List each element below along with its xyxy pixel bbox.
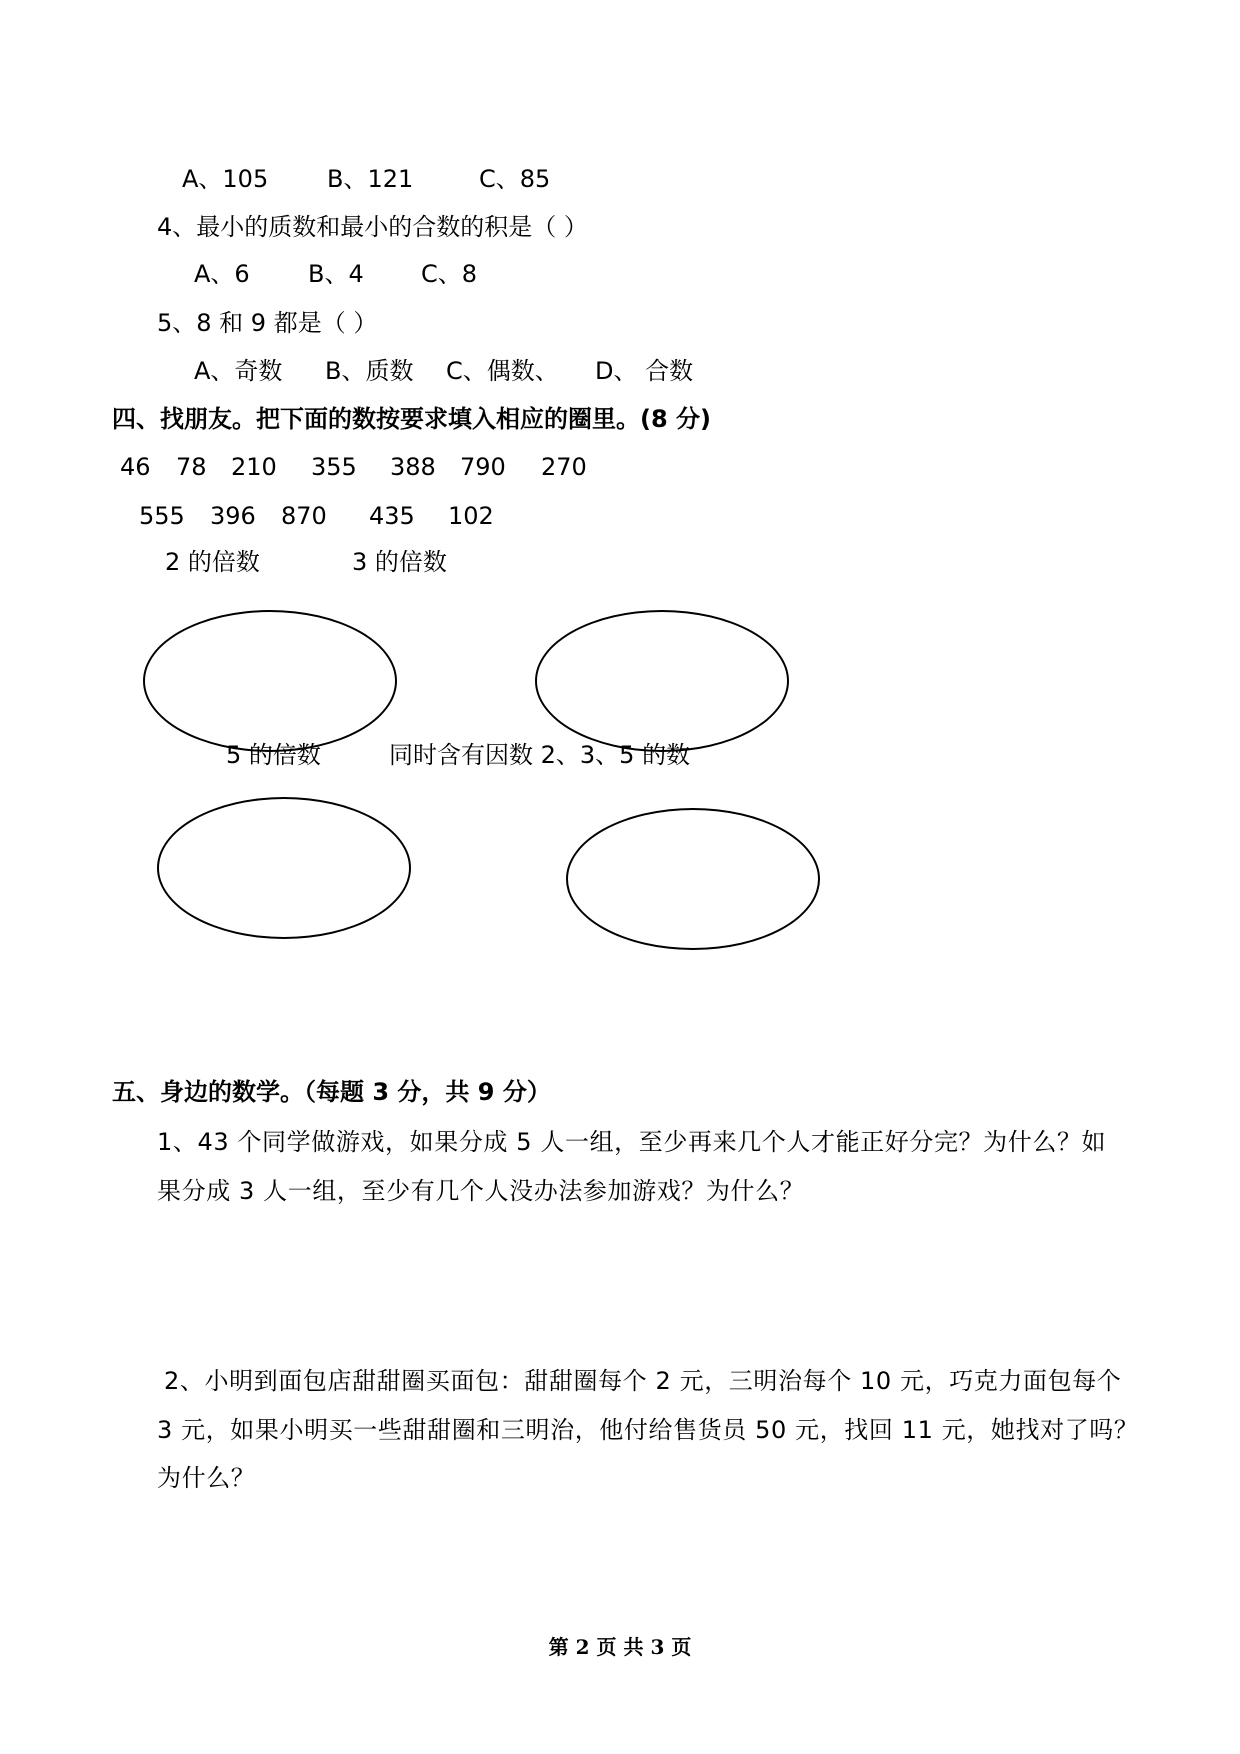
q2-line-2: 3 元，如果小明买一些甜甜圈和三明治，他付给售货员 50 元，找回 11 元，她找对了吗？ xyxy=(157,1416,1139,1444)
q5-option-a: A、奇数 xyxy=(194,357,283,385)
q4-text: 4、最小的质数和最小的合数的积是（ ） xyxy=(157,213,588,241)
number-item: 870 xyxy=(281,502,327,530)
circle-label-multiples-of-3: 3 的倍数 xyxy=(352,548,447,576)
q1-answer-area[interactable] xyxy=(157,1215,1117,1355)
q2-line-3: 为什么？ xyxy=(157,1464,256,1492)
number-item: 435 xyxy=(369,502,415,530)
number-item: 555 xyxy=(139,502,185,530)
page-indicator: 第 2 页 共 3 页 xyxy=(548,1635,692,1659)
section4-heading: 四、找朋友。把下面的数按要求填入相应的圈里。(8 分) xyxy=(112,405,711,433)
q4-option-b: B、4 xyxy=(308,260,364,288)
answer-circle-multiples-of-2[interactable] xyxy=(143,610,397,752)
q5-option-d: D、 合数 xyxy=(595,357,694,385)
answer-circle-multiples-of-3[interactable] xyxy=(535,610,789,752)
q3-option-a: A、105 xyxy=(182,165,269,193)
q2-line-1: 2、小明到面包店甜甜圈买面包：甜甜圈每个 2 元，三明治每个 10 元，巧克力面包每个 xyxy=(164,1367,1122,1395)
circle-label-common-multiples-2-3-5: 同时含有因数 2、3、5 的数 xyxy=(389,741,691,769)
section5-heading: 五、身边的数学。（每题 3 分，共 9 分） xyxy=(112,1078,551,1106)
q3-option-b: B、121 xyxy=(327,165,414,193)
answer-circle-common-multiples-2-3-5[interactable] xyxy=(566,808,820,950)
q4-option-c: C、8 xyxy=(421,260,478,288)
answer-circle-multiples-of-5[interactable] xyxy=(157,797,411,939)
number-item: 396 xyxy=(210,502,256,530)
number-item: 46 xyxy=(120,453,151,481)
q1-line-1: 1、43 个同学做游戏，如果分成 5 人一组，至少再来几个人才能正好分完？为什么？如 xyxy=(157,1128,1107,1156)
number-item: 210 xyxy=(231,453,277,481)
q5-option-c: C、偶数、 xyxy=(446,357,559,385)
number-item: 78 xyxy=(176,453,207,481)
number-item: 388 xyxy=(390,453,436,481)
q1-line-2: 果分成 3 人一组，至少有几个人没办法参加游戏？为什么？ xyxy=(157,1177,805,1205)
q2-answer-area[interactable] xyxy=(157,1500,1117,1610)
circle-label-multiples-of-5: 5 的倍数 xyxy=(226,741,321,769)
q5-text: 5、8 和 9 都是（ ） xyxy=(157,309,378,337)
number-item: 270 xyxy=(541,453,587,481)
number-item: 355 xyxy=(311,453,357,481)
q4-option-a: A、6 xyxy=(194,260,250,288)
number-item: 790 xyxy=(460,453,506,481)
q5-option-b: B、质数 xyxy=(325,357,414,385)
number-item: 102 xyxy=(448,502,494,530)
circle-label-multiples-of-2: 2 的倍数 xyxy=(165,548,260,576)
q3-option-c: C、85 xyxy=(479,165,551,193)
